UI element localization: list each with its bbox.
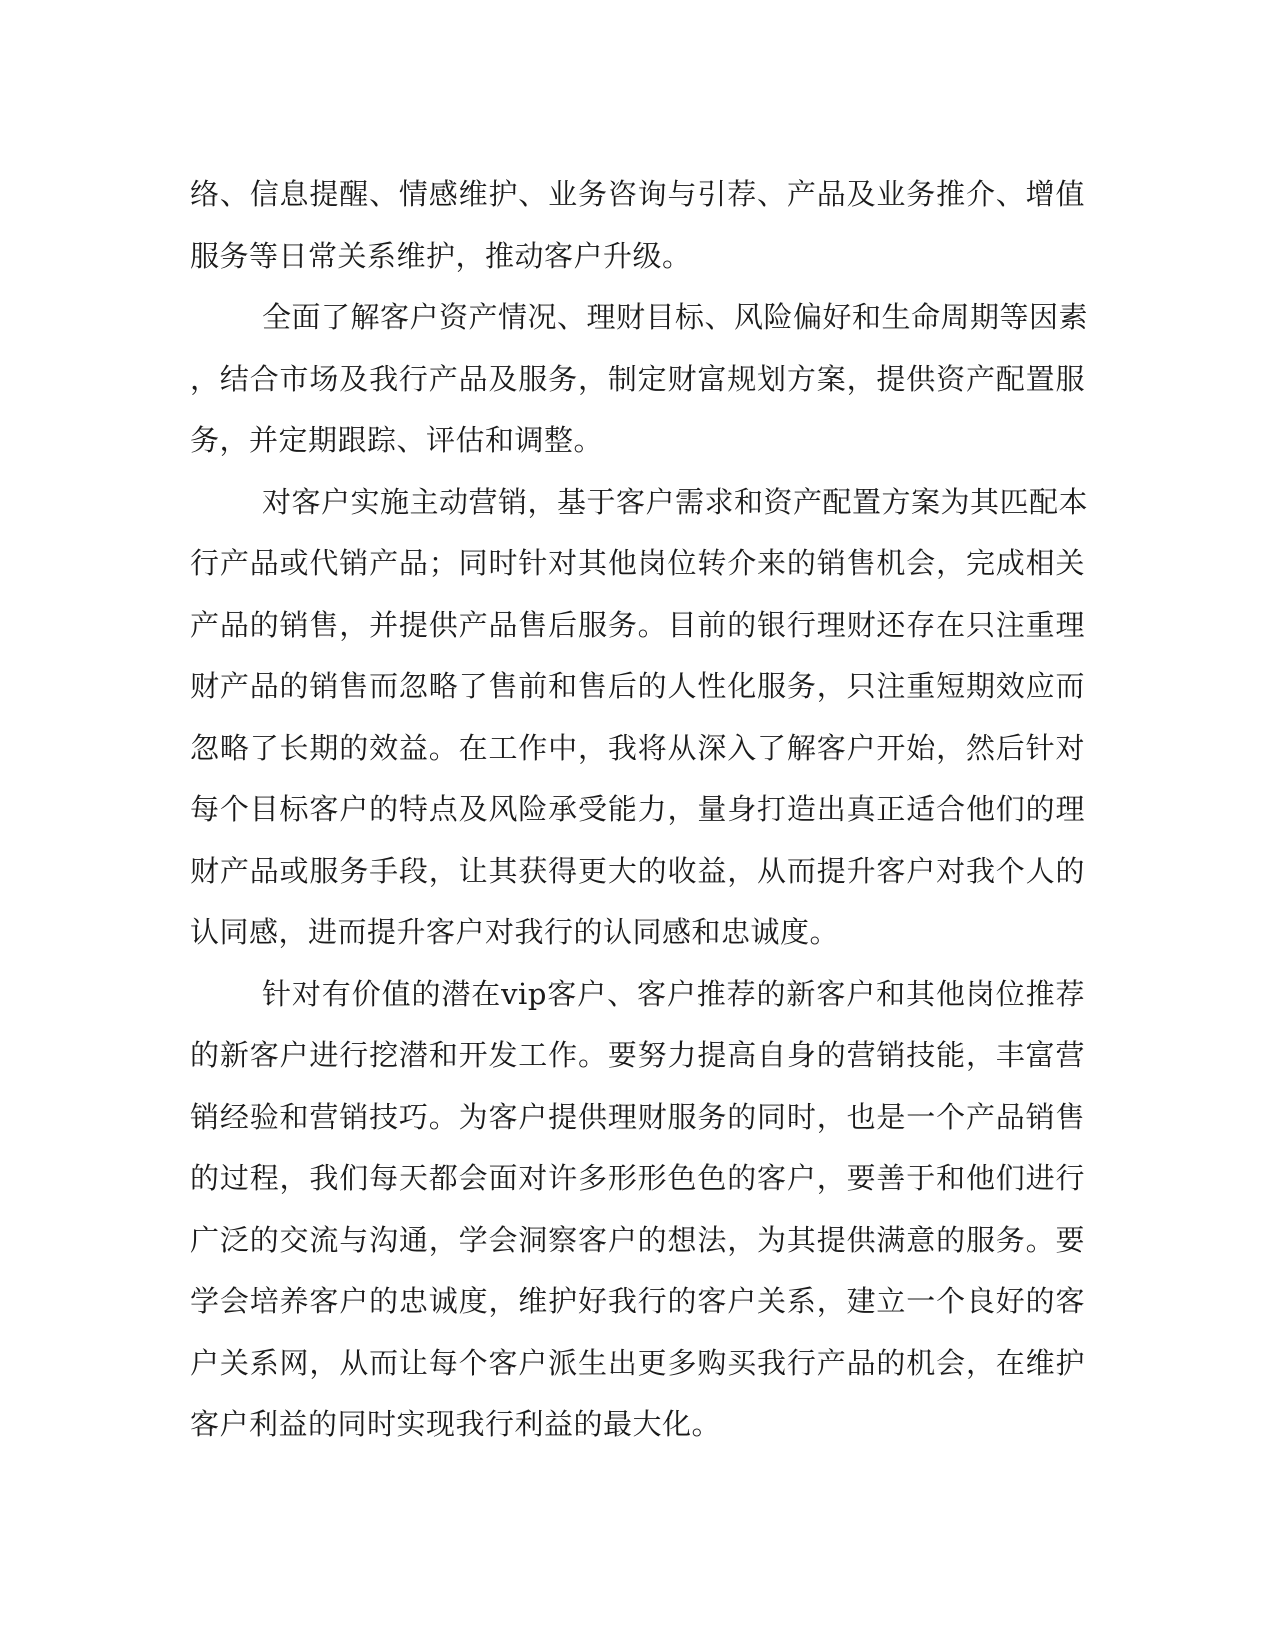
- text-line: 产品的销售，并提供产品售后服务。目前的银行理财还存在只注重理: [190, 607, 1085, 642]
- body-text: [190, 164, 1089, 1456]
- text-line: 销经验和营销技巧。为客户提供理财服务的同时，也是一个产品销售: [190, 1099, 1085, 1134]
- paragraph-1: [190, 164, 1085, 287]
- text-line: 全面了解客户资产情况、理财目标、风险偏好和生命周期等因素: [262, 300, 1089, 334]
- text-line: 对客户实施主动营销，基于客户需求和资产配置方案为其匹配本: [262, 484, 1089, 519]
- text-line: 务，并定期跟踪、评估和调整。: [190, 423, 604, 457]
- text-line: 的新客户进行挖潜和开发工作。要努力提高自身的营销技能，丰富营: [190, 1038, 1085, 1072]
- text-line: 广泛的交流与沟通，学会洞察客户的想法，为其提供满意的服务。要: [190, 1222, 1085, 1257]
- paragraph-3: [190, 472, 1089, 964]
- text-line: 户关系网，从而让每个客户派生出更多购买我行产品的机会，在维护: [190, 1345, 1085, 1380]
- paragraph-4: [190, 964, 1085, 1456]
- text-line: 络、信息提醒、情感维护、业务咨询与引荐、产品及业务推介、增值: [190, 177, 1085, 211]
- text-line: 认同感，进而提升客户对我行的认同感和忠诚度。: [190, 915, 840, 949]
- text-line: 行产品或代销产品；同时针对其他岗位转介来的销售机会，完成相关: [190, 546, 1085, 580]
- text-line: 每个目标客户的特点及风险承受能力，量身打造出真正适合他们的理: [190, 792, 1085, 826]
- text-line: 财产品或服务手段，让其获得更大的收益，从而提升客户对我个人的: [190, 853, 1085, 888]
- paragraph-2: [190, 287, 1089, 472]
- text-line: ，结合市场及我行产品及服务，制定财富规划方案，提供资产配置服: [190, 361, 1085, 396]
- text-line: 学会培养客户的忠诚度，维护好我行的客户关系，建立一个良好的客: [190, 1284, 1085, 1318]
- text-line: 忽略了长期的效益。在工作中，我将从深入了解客户开始，然后针对: [190, 730, 1085, 765]
- text-line: 针对有价值的潜在vip客户、客户推荐的新客户和其他岗位推荐: [262, 976, 1085, 1011]
- text-line: 的过程，我们每天都会面对许多形形色色的客户，要善于和他们进行: [190, 1161, 1085, 1195]
- text-line: 服务等日常关系维护，推动客户升级。: [190, 238, 692, 273]
- text-line: 财产品的销售而忽略了售前和售后的人性化服务，只注重短期效应而: [190, 669, 1085, 703]
- text-line: 客户利益的同时实现我行利益的最大化。: [190, 1407, 722, 1441]
